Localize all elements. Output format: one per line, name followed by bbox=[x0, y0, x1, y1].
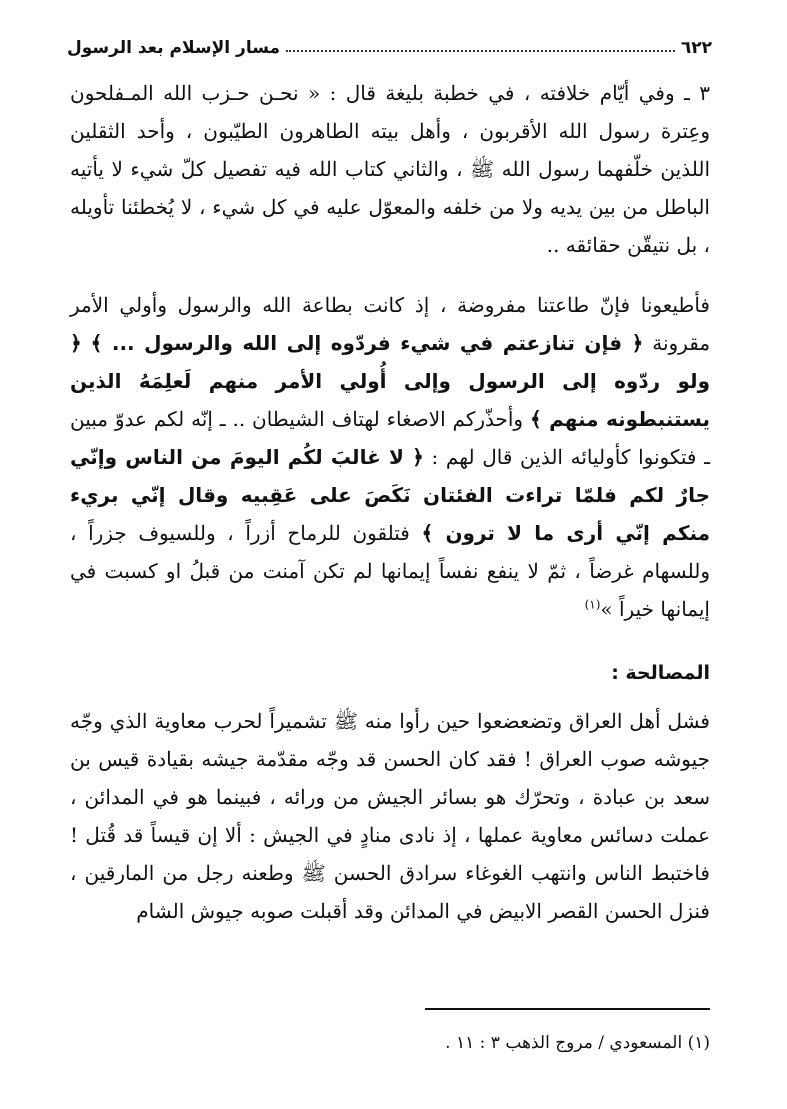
paragraph-segment: فتلقون للرماح أزراً ، وللسيوف جزراً ، وللسهام غرضاً ، ثمّ لا ينفع نفساً إيمانها لم تكن آمنت من قبلُ او كسبت في إيمانها خيراً » bbox=[70, 521, 710, 621]
paragraph-reconciliation: فشل أهل العراق وتضعضعوا حين رأوا منه ﷺ تشميراً لحرب معاوية الذي وجّه جيوشه صوب العراق ! فقد كان الحسن قد وجّه مقدّمة جيشه بقيادة قيس بن سعد بن عبادة ، وتحرّك هو بسائر الجيش من ورائه ، فبينما هو في المدائن ، عملت دسائس معاوية عملها ، إذ نادى منادٍ في الجيش : ألا إن قيساً قد قُتل ! فاختبط الناس وانتهب الغوغاء سرادق الحسن ﷺ وطعنه رجل من المارقين ، فنزل الحسن القصر الابيض في المدائن وقد أقبلت صوبه جيوش الشام bbox=[70, 709, 710, 923]
running-title: مسار الإسلام بعد الرسول bbox=[67, 38, 281, 58]
section-heading: المصالحة : bbox=[611, 662, 710, 684]
paragraph-segment: فأطيعونا فإنّ طاعتنا مفروضة ، إذ كانت بطاعة الله والرسول وأولي الأمر مقرونة bbox=[70, 293, 711, 355]
quran-verse: ﴿ لا غالبَ لكُم اليومَ من الناس وإنّي جارٌ لكم فلمّا تراءت الفئتان نَكَصَ على عَقِبيه وقال إنّي بريء منكم إنّي أرى ما لا ترون ﴾ bbox=[70, 445, 711, 545]
page-number: ٦٢٢ bbox=[680, 38, 712, 58]
quran-verse: ﴿ ولو ردّوه إلى الرسول وإلى أُولي الأمر منهم لَعلِمَهُ الذين يستنبطونه منهم ﴾ bbox=[70, 331, 710, 431]
footnote-reference: (١) bbox=[584, 597, 601, 612]
body-text bbox=[70, 74, 710, 930]
footnote-divider bbox=[425, 1008, 710, 1010]
page-header bbox=[67, 30, 712, 58]
paragraph-sermon-intro: ٣ ـ وفي أيّام خلافته ، في خطبة بليغة قال : « نحـن حـزب الله المـفلحون وعِترة رسول الله الأقربون ، وأهل بيته الطاهرون الطيّبون ، وأحد الثقلين اللذين خلّفهما رسول الله ﷺ ، والثاني كتاب الله فيه تفصيل كلّ شيء لا يأتيه الباطل من بين يديه ولا من خلفه والمعوّل عليه في كل شيء ، لا يُخطئنا تأويله ، بل نتيقّن حقائقه .. bbox=[70, 81, 710, 257]
paragraph-sermon-obedience bbox=[70, 286, 710, 628]
header-dotted-leader bbox=[286, 50, 675, 52]
quran-verse: ﴿ فإن تنازعتم في شيء فردّوه إلى الله والرسول ... ﴾ bbox=[90, 331, 644, 355]
paragraph-segment: وأحذّركم الاصغاء لهتاف الشيطان .. ـ إنّه لكم عدوّ مبين ـ فتكونوا كأوليائه الذين قال لهم : bbox=[70, 407, 711, 469]
footnote: (١) المسعودي / مروج الذهب ٣ : ١١ . bbox=[445, 1033, 710, 1053]
